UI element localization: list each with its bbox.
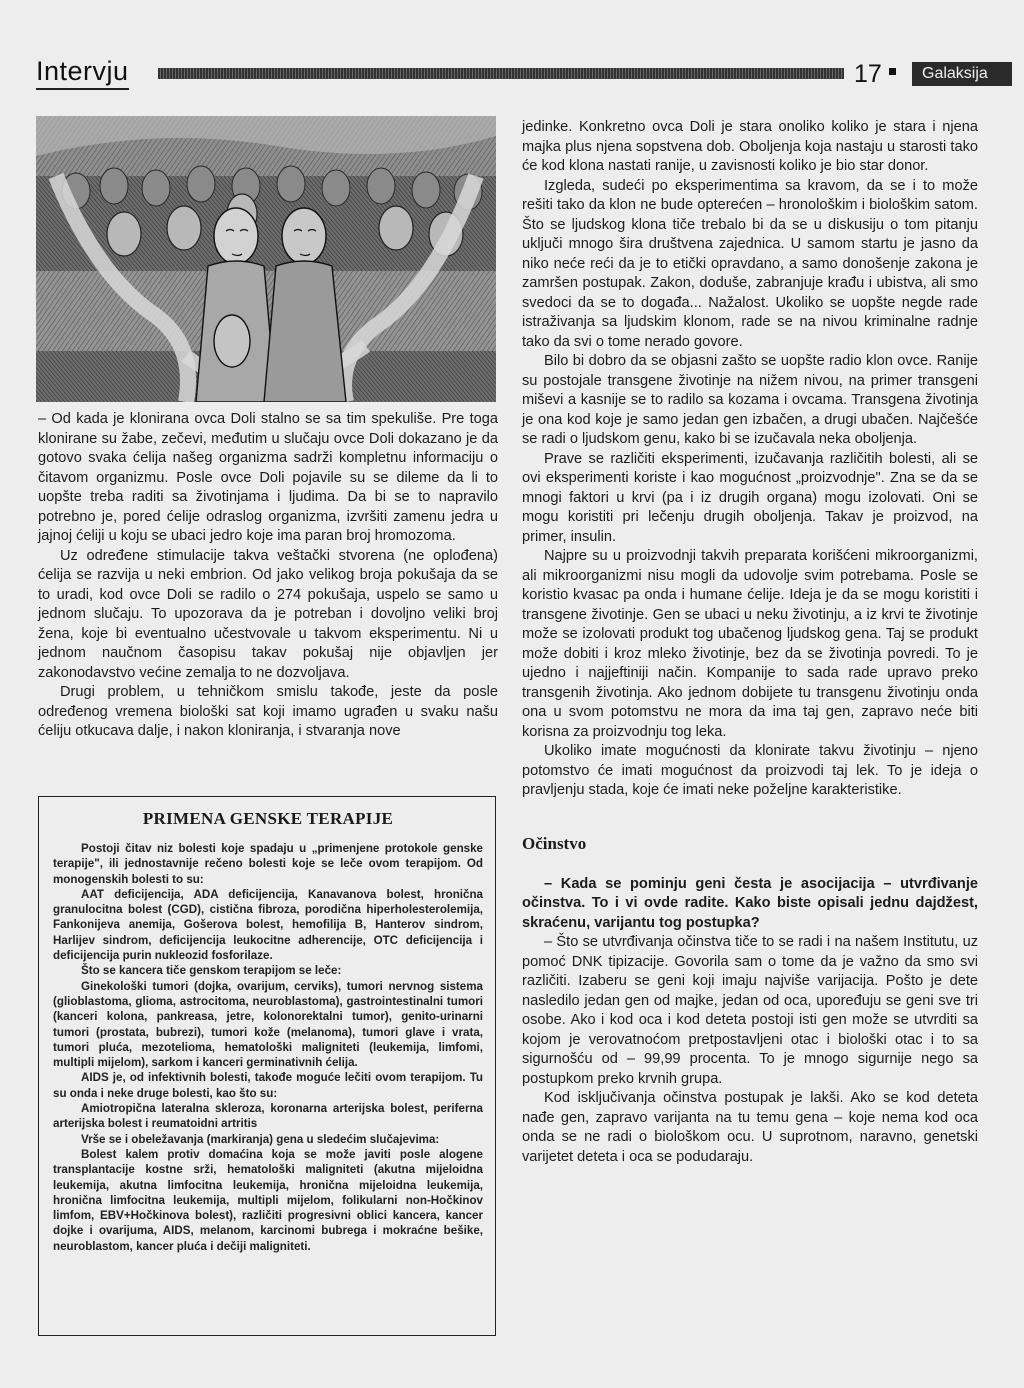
paragraph: Najpre su u proizvodnji takvih preparata korišćeni mikroorganizmi, ali mikroorganizmi nisu mogli da udovolje svim potrebama. Posle se koristio kvasac pa onda i humane ćelije. Ideja je da se mogu koristiti i transgene životinje. Gen se ubaci u neku životinju, a iz krvi te životinje može se izolovati produkt tog ubačenog ljudskog gena. Taj se produkt može dobiti i kroz mleko životinje, bez da se životinja povredi. To je ujedno i najjeftiniji način. Kompanije to sada rade upravo preko transgenih životinja. Ako jednom dobijete tu transgenu životinju onda ona u svom potomstvu ne mora da ima taj gen, zapravo neće biti korisna za proizvodnju tog leka. xyxy=(522,548,978,740)
sidebar-paragraph: Vrše se i obeležavanja (markiranja) gena u sledećim slučajevima: xyxy=(81,1132,440,1146)
sidebar-paragraph: AAT deficijencija, ADA deficijencija, Kanavanova bolest, hronična granulocitna bolest (CGD), cistična fibroza, porodična hiperholesterolemija, Fankonijeva anemija, Gošerova bolest, hemofilija B, Hanterov sindrom, Harlijev sindrom, deficijencija leukocitne adherencije, OTC deficijencija i deficijencija purin nukleozid fosforilaze. xyxy=(53,887,483,963)
sidebar-paragraph: Bolest kalem protiv domaćina koja se može javiti posle alogene transplantacije kostne srži, hematološki maligniteti (akutna mijeloidna leukemija, akutna limfocitna leukemija, hronična mijeloidna leukemija, hronična limfocitna leukemija, multipli mijelom, folikularni non-Hočkinov limfom, EBV+Hočkinova bolest), različiti progresivni oblici kancera, kancer dojke i ovarijuma, AIDS, melanom, karcinomi bubrega i mokraćne bešike, neuroblastom, kancer pluća i dečiji maligniteti. xyxy=(53,1147,483,1253)
paragraph: Izgleda, sudeći po eksperimentima sa kravom, da se i to može rešiti tako da klon ne bude opterećen – hronološkim i biološkim satom. Što se ljudskog klona tiče trebalo bi da se u diskusiju o tom pitanju uključi mnogo šira društvena zajednica. U samom startu je jasno da niko neće reći da je to etički opravdano, a samo donošenje zakona je zamršen postupak. Zakon, doduše, zabranjuje krađu i ubistva, ali smo svedoci da se to događa... Nažalost. Ukoliko se uopšte negde rade istraživanja sa ljudskim klonom, rade se na nivou kriminalne radnje tako da svi o tome nerado govore. xyxy=(522,177,978,350)
paragraph: Prave se različiti eksperimenti, izučavanja različitih bolesti, ali se ovi eksperimenti koriste i kao mogućnost „proizvodnje". Zna se da se mnogi faktori u krvi (pa i iz drugih organa) mogu izolovati. Oni se mogu koristiti pri lečenju drugih oboljenja. Takav je proizvod, na primer, insulin. xyxy=(522,450,978,545)
page-number: 17 xyxy=(854,60,882,88)
surreal-crowd-illustration-icon xyxy=(36,116,496,402)
paragraph: – Što se utvrđivanja očinstva tiče to se radi i na našem Institutu, uz pomoć DNK tipizacije. Govorila sam o tome da je važno da smo svi različiti. Izaberu se geni koji imaju najviše varijacija. Pošto je dete nasledilo jedan gen od majke, jedan od oca, upoređuju se geni sve tri osobe. Ako i kod oca i kod deteta postoji isti gen može se utvrditi sa kojom je verovatnoćom pretpostavljeni otac i biološki otac i to sa sigurnošću od – 99,99 procenta. To je mnogo sigurnije nego sa postupkom preko krvnih grupa. xyxy=(522,934,978,1087)
sidebar-title: PRIMENA GENSKE TERAPIJE xyxy=(142,809,394,828)
paragraph: – Od kada je klonirana ovca Doli stalno se sa tim spekuliše. Pre toga klonirane su žabe, zečevi, međutim u slučaju ovce Doli dokazano je da gotovo svaka ćelija našeg organizma sadrži kompletnu informaciju o čitavom organizmu. Posle ovce Doli pojavile su se dileme da li to uopšte treba raditi sa životinjama i ljudima. Da bi se to napravilo potrebno je, pored ćelije odraslog organizma, izvršiti zamenu jedra u jajnoj ćeliji u koju se ubaci jedro koje ima paran broj hromozoma. xyxy=(38,411,498,544)
interview-question: – Kada se pominju geni česta je asocijacija – utvrđivanje očinstva. To i vi ovde radite. Kako biste opisali jednu dajdžest, skraćenu, varijantu tog postupka? xyxy=(522,875,978,931)
sidebar-paragraph: AIDS je, od infektivnih bolesti, takođe moguće lečiti ovom terapijom. Tu su onda i neke druge bolesti, kao što su: xyxy=(53,1071,483,1100)
paragraph: Drugi problem, u tehničkom smislu takođe, jeste da posle određenog vremena biološki sat koji imamo ugrađen u svaku našu ćeliju otkucava dalje, i nakon kloniranja, i stvaranja nove xyxy=(38,684,498,739)
paragraph: Uz određene stimulacije takva veštački stvorena (ne oplođena) ćelija se razvija u neki embrion. Od jako velikog broja pokušaja da se to uradi, kod ovce Doli se radilo o 274 pokušaja, uspelo se samo u jednom slučaju. To upozorava da je potreban i dovoljno veliki broj žena, koje bi eventualno učestvovale u takvom eksperimentu. Ni u jednom naučnom časopisu takav pokušaj nije objavljen jer zakonodavstvo većine zemalja to ne dozvoljava. xyxy=(38,547,498,681)
paragraph: Ukoliko imate mogućnosti da klonirate takvu životinju – njeno potomstvo će imati mogućnost da proizvodi taj lek. To je ideja o pravljenju stada, koje će imati neke poželjne karakteristike. xyxy=(522,743,978,798)
subsection-heading: Očinstvo xyxy=(522,833,587,853)
sidebar-box xyxy=(38,796,496,1336)
paragraph: Kod isključivanja očinstva postupak je lakši. Ako se kod deteta nađe gen, zapravo varijanta na tu temu gena – koje nema kod oca onda se ne radi o biološkom ocu. U suprotnom, naravno, genetski varijetet deteta i oca se podudaraju. xyxy=(522,1090,978,1165)
spacer xyxy=(522,855,978,875)
sidebar-paragraph: Postoji čitav niz bolesti koje spadaju u „primenjene protokole genske terapije", ili jednostavnije rečeno bolesti koje se leče ovom terapijom. Od monogenskih bolesti to su: xyxy=(53,842,483,886)
magazine-badge: Galaksija xyxy=(912,62,1012,86)
page-header xyxy=(36,54,988,90)
header-bullet xyxy=(889,68,896,75)
header-rule xyxy=(158,68,844,79)
sidebar-paragraph: Što se kancera tiče genskom terapijom se leče: xyxy=(81,964,342,978)
sidebar-paragraph: Ginekološki tumori (dojka, ovarijum, cerviks), tumori nervnog sistema (glioblastoma, glioma, astrocitoma, neuroblastoma), gastrointestinalni tumori (kanceri kolona, pankreasa, jetre, kolonorektalni tumor), genito-urinarni tumori (prostata, bubrezi), tumori kože (melanoma), tumori glave i vrata, tumori pluća, mezotelioma, hematološki maligniteti (leukemija, limfomi, multipli mijelom), sarkom i kanceri germinativnih ćelija. xyxy=(53,979,483,1070)
paragraph: jedinke. Konkretno ovca Doli je stara onoliko koliko je stara i njena majka plus njena sopstvena dob. Oboljenja koja nastaju u starosti tako će kod klona nastati ranije, u zavisnosti koliko je bio star donor. xyxy=(522,119,978,174)
paragraph: Bilo bi dobro da se objasni zašto se uopšte radio klon ovce. Ranije su postojale transgene životinje na nižem nivou, na primer transgeni miševi a kasnije se to radilo sa kozama i ovcama. Transgena životinja je ona kod koje je samo jedan gen izbačen, a drugi ubačen. Najčešće se radi o ljudskom genu, kako bi se izučavala neka oboljenja. xyxy=(522,353,978,447)
left-column xyxy=(38,410,498,742)
spacer xyxy=(522,801,978,833)
section-title: Intervju xyxy=(36,54,129,90)
sidebar-paragraph: Amiotropična lateralna skleroza, koronarna arterijska bolest, periferna arterijska bolest i reumatoidni artritis xyxy=(53,1102,483,1131)
right-column xyxy=(522,118,978,1167)
